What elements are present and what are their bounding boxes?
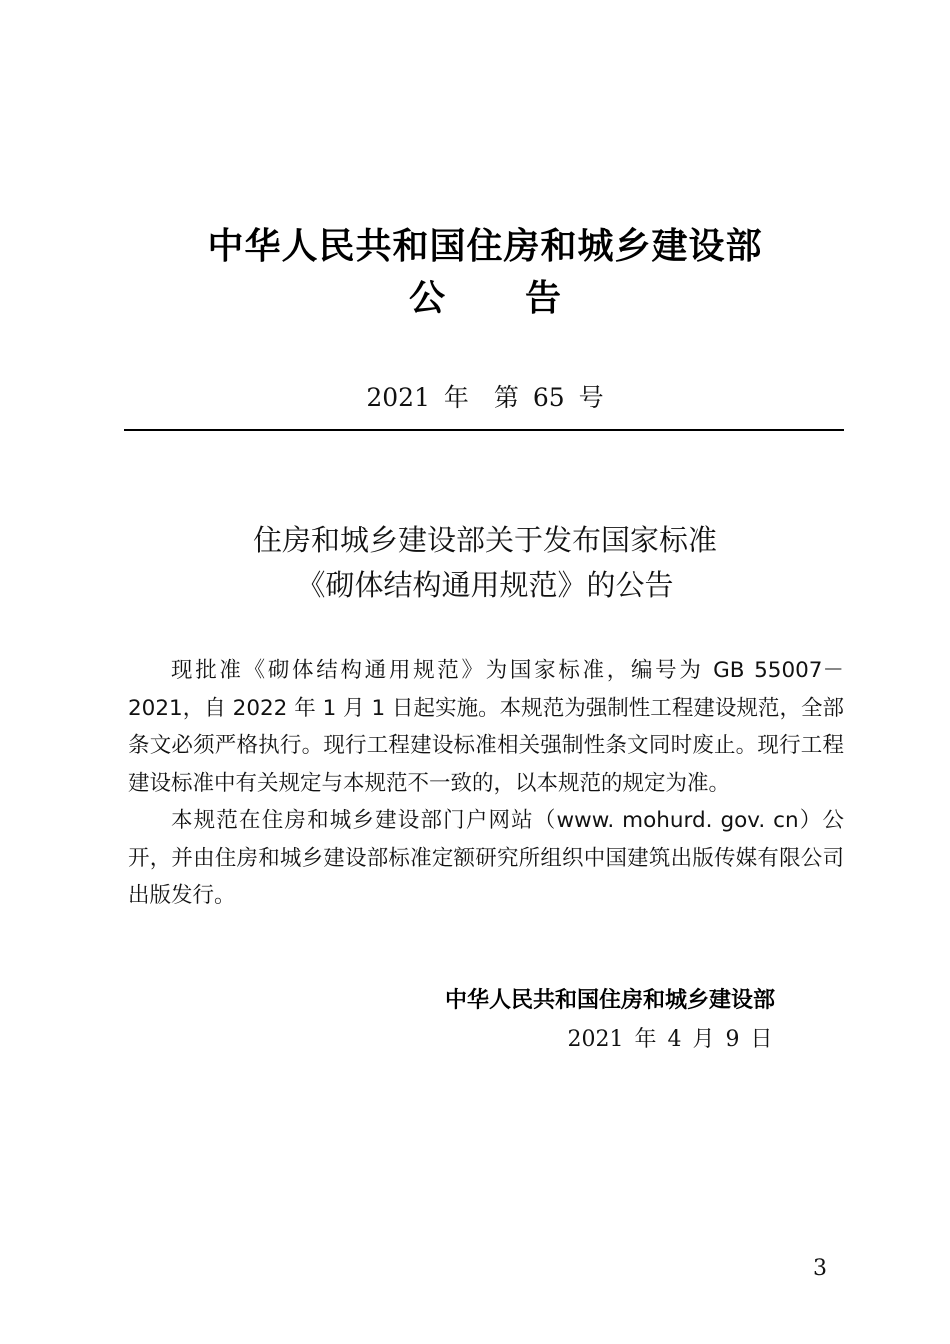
issue-number: 2021 年 第 65 号 xyxy=(366,383,604,412)
issuing-authority-heading: 中华人民共和国住房和城乡建设部 xyxy=(207,226,763,267)
signature-date: 2021 年 4 月 9 日 xyxy=(567,1027,773,1052)
body-paragraph: 现批准《砌体结构通用规范》为国家标准，编号为 GB 55007－2021，自 2022 年 1 月 1 日起实施。本规范为强制性工程建设规范，全部条文必须严格执行。现行工程建设标准相关强制性条文同时废止。现行工程建设标准中有关规定与本规范不一致的，以本规范的规定为准。 xyxy=(128,658,844,796)
document-body xyxy=(128,652,844,915)
document-title-line-1: 住房和城乡建设部关于发布国家标准 xyxy=(252,523,717,557)
signature-organization: 中华人民共和国住房和城乡建设部 xyxy=(444,988,775,1013)
body-paragraph: 本规范在住房和城乡建设部门户网站（www. mohurd. gov. cn）公开，并由住房和城乡建设部标准定额研究所组织中国建筑出版传媒有限公司出版发行。 xyxy=(128,808,844,908)
page-number: 3 xyxy=(813,1256,827,1281)
notice-heading: 公告 xyxy=(408,278,641,319)
header-divider xyxy=(124,429,844,431)
document-title-line-2: 《砌体结构通用规范》的公告 xyxy=(296,568,674,602)
